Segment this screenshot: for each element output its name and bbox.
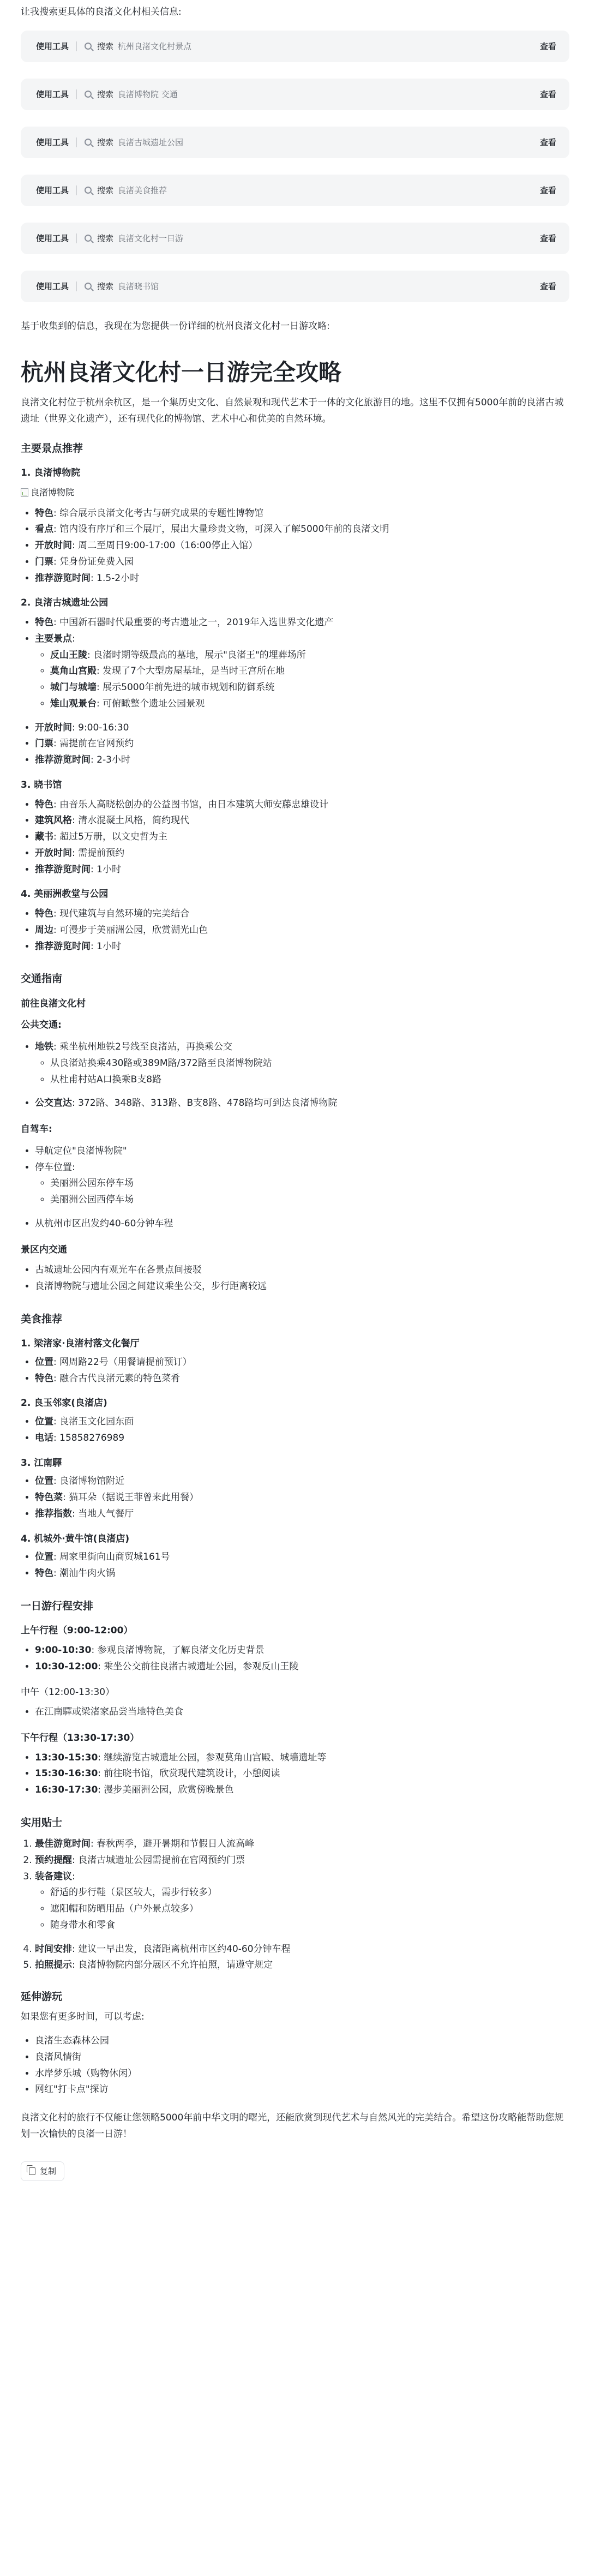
search-query: 杭州良渚文化村景点 xyxy=(118,41,192,51)
tool-action-label: 搜索 xyxy=(97,233,114,243)
list-item: • 特色: 中国新石器时代最重要的考古遗址之一，2019年入选世界文化遗产 xyxy=(35,615,569,631)
list-item: • 门票: 凭身份证免费入园 xyxy=(35,554,569,571)
drive-list xyxy=(21,1143,569,1232)
list-item: • 导航定位"良渚博物院" xyxy=(35,1143,569,1160)
list-item: 5. 拍照提示: 良渚博物院内部分展区不允许拍照，请遵守规定 xyxy=(35,1957,569,1974)
list-item: • 门票: 需提前在官网预约 xyxy=(35,736,569,752)
list-item: 1. 最佳游览时间: 春秋两季，避开暑期和节假日人流高峰 xyxy=(35,1836,569,1853)
attraction-title: 1. 良渚博物院 xyxy=(21,467,81,478)
closing-paragraph: 良渚文化村的旅行不仅能让您领略5000年前中华文明的曙光，还能欣赏到现代艺术与自然风光的完美结合。希望这份攻略能帮助您规划一次愉快的良渚一日游！ xyxy=(21,2112,564,2140)
search-icon xyxy=(85,91,92,98)
list-item: • 电话: 15858276989 xyxy=(35,1430,569,1447)
view-button[interactable]: 查看 xyxy=(539,281,556,291)
restaurant-details xyxy=(21,1414,569,1447)
tool-action-label: 搜索 xyxy=(97,185,114,195)
list-item: • 建筑风格: 清水混凝土风格，简约现代 xyxy=(35,813,569,829)
section-heading-transport: 交通指南 xyxy=(21,973,63,985)
list-item: • 特色: 由音乐人高晓松创办的公益图书馆，由日本建筑大师安藤忠雄设计 xyxy=(35,797,569,813)
basis-text: 基于收集到的信息，我现在为您提供一份详细的杭州良渚文化村一日游攻略: xyxy=(21,320,330,332)
restaurant-title: 2. 良玉邻家(良渚店) xyxy=(21,1398,107,1409)
view-button[interactable]: 查看 xyxy=(539,137,556,147)
subsection-heading: 前往良渚文化村 xyxy=(21,998,86,1009)
tool-use-label: 使用工具 xyxy=(36,89,69,99)
list-item: • 特色: 潮汕牛肉火锅 xyxy=(35,1566,569,1582)
list-item: • 良渚风情街 xyxy=(35,2050,569,2066)
broken-image-icon xyxy=(21,488,28,497)
view-button[interactable]: 查看 xyxy=(539,233,556,243)
list-item: • 推荐游览时间: 1小时 xyxy=(35,939,569,955)
church-details xyxy=(21,906,569,955)
view-button[interactable]: 查看 xyxy=(539,41,556,51)
list-item: ◦ 遮阳帽和防晒用品（户外景点较多） xyxy=(50,1901,569,1918)
list-item: 4. 时间安排: 建议一早出发，良渚距离杭州市区约40-60分钟车程 xyxy=(35,1942,569,1958)
list-item: • 推荐指数: 当地人气餐厅 xyxy=(35,1506,569,1523)
list-item: • 藏书: 超过5万册，以文史哲为主 xyxy=(35,829,569,846)
list-item: • 地铁: 乘坐杭州地铁2号线至良渚站，再换乘公交 ◦ 从良渚站换乘430路或389M路/372路至良渚博物院站 ◦ 从杜甫村站A口换乘B支8路 xyxy=(35,1039,569,1088)
search-query: 良渚博物院 交通 xyxy=(118,89,178,99)
divider xyxy=(76,281,77,291)
image-alt-text: 良渚博物院 xyxy=(31,487,75,498)
attraction-title: 4. 美丽洲教堂与公园 xyxy=(21,889,109,900)
tool-call-card[interactable] xyxy=(21,271,569,302)
search-icon xyxy=(85,235,92,242)
noon-list xyxy=(21,1704,569,1721)
subsection-heading: 自驾车: xyxy=(21,1124,52,1135)
public-transport-list xyxy=(21,1039,569,1112)
list-item: • 位置: 网周路22号（用餐请提前预订） xyxy=(35,1355,569,1371)
copy-label: 复制 xyxy=(40,2166,57,2176)
view-button[interactable]: 查看 xyxy=(539,185,556,195)
copy-icon xyxy=(29,2167,35,2175)
restaurant-title: 1. 梁渚家·良渚村落文化餐厅 xyxy=(21,1338,140,1350)
list-item: • 开放时间: 9:00-16:30 xyxy=(35,720,569,736)
list-item: • 主要景点: ◦ 反山王陵: 良渚时期等级最高的墓地，展示"良渚王"的埋葬场所 ◦ 莫角山宫殿: 发现了7个大型房屋基址，是当时王宫所在地 ◦ 城门与城墙: 展示5000年前先进的城市规划和防御系统 ◦ 雉山观景台: 可俯瞰整个遗址公园景观 xyxy=(35,631,569,712)
divider xyxy=(76,233,77,243)
list-item: • 推荐游览时间: 2-3小时 xyxy=(35,752,569,769)
list-item: • 特色菜: 猫耳朵（据说王菲曾来此用餐） xyxy=(35,1490,569,1506)
list-item: • 特色: 现代建筑与自然环境的完美结合 xyxy=(35,906,569,922)
attraction-title: 2. 良渚古城遗址公园 xyxy=(21,597,109,609)
list-item: • 周边: 可漫步于美丽洲公园，欣赏湖光山色 xyxy=(35,922,569,939)
afternoon-list xyxy=(21,1750,569,1799)
page-title: 杭州良渚文化村一日游完全攻略 xyxy=(21,358,342,386)
copy-button[interactable] xyxy=(21,2161,64,2181)
extension-intro: 如果您有更多时间，可以考虑: xyxy=(21,2011,145,2023)
extension-list xyxy=(21,2033,569,2098)
list-item: • 推荐游览时间: 1小时 xyxy=(35,862,569,878)
search-query: 良渚美食推荐 xyxy=(118,185,167,195)
list-item: ◦ 随身带水和零食 xyxy=(50,1918,569,1934)
list-item: • 网红"打卡点"探访 xyxy=(35,2082,569,2098)
section-heading-food: 美食推荐 xyxy=(21,1313,63,1325)
section-heading-extension: 延伸游玩 xyxy=(21,1991,63,2003)
search-query: 良渚晓书馆 xyxy=(118,281,159,291)
subsection-heading: 下午行程（13:30-17:30） xyxy=(21,1732,140,1744)
divider xyxy=(76,185,77,195)
divider xyxy=(76,137,77,147)
list-item: 3. 装备建议: ◦ 舒适的步行鞋（景区较大，需步行较多） ◦ 遮阳帽和防晒用品（户外景点较多） ◦ 随身带水和零食 xyxy=(35,1869,569,1934)
attraction-title: 3. 晓书馆 xyxy=(21,779,62,790)
list-item: • 从杭州市区出发约40-60分钟车程 xyxy=(35,1216,569,1232)
inner-transport-list xyxy=(21,1262,569,1295)
tool-use-label: 使用工具 xyxy=(36,41,69,51)
list-item: • 15:30-16:30: 前往晓书馆，欣赏现代建筑设计，小憩阅读 xyxy=(35,1766,569,1782)
restaurant-details xyxy=(21,1473,569,1522)
list-item: • 特色: 融合古代良渚元素的特色菜肴 xyxy=(35,1371,569,1387)
list-item: • 停车位置: ◦ 美丽洲公园东停车场 ◦ 美丽洲公园西停车场 xyxy=(35,1160,569,1208)
list-item: • 特色: 综合展示良渚文化考古与研究成果的专题性博物馆 xyxy=(35,506,569,522)
list-item: • 位置: 周家里街向山商贸城161号 xyxy=(35,1549,569,1566)
search-query: 良渚古城遗址公园 xyxy=(118,137,184,147)
tool-call-list xyxy=(21,31,569,302)
divider xyxy=(76,41,77,51)
search-icon xyxy=(85,283,92,290)
list-item: ◦ 舒适的步行鞋（景区较大，需步行较多） xyxy=(50,1885,569,1901)
list-item: • 13:30-15:30: 继续游览古城遗址公园，参观莫角山宫殿、城墙遗址等 xyxy=(35,1750,569,1766)
museum-details xyxy=(21,506,569,587)
restaurant-title: 3. 江南驛 xyxy=(21,1457,62,1469)
tool-call-card[interactable] xyxy=(21,31,569,62)
view-button[interactable]: 查看 xyxy=(539,89,556,99)
ruins-sub-list xyxy=(35,648,569,712)
morning-list xyxy=(21,1643,569,1675)
list-item: • 10:30-12:00: 乘坐公交前往良渚古城遗址公园，参观反山王陵 xyxy=(35,1659,569,1675)
list-item: • 位置: 良渚博物馆附近 xyxy=(35,1473,569,1490)
museum-image xyxy=(21,485,569,500)
search-icon xyxy=(85,187,92,194)
overview-paragraph: 良渚文化村位于杭州余杭区，是一个集历史文化、自然景观和现代艺术于一体的文化旅游目的地。这里不仅拥有5000年前的良渚古城遗址（世界文化遗产），还有现代化的博物馆、艺术中心和优美的自然环境。 xyxy=(21,397,564,424)
section-heading-tips: 实用贴士 xyxy=(21,1816,63,1829)
parking-sub-list xyxy=(35,1176,569,1208)
tool-call-card[interactable] xyxy=(21,175,569,206)
tool-action-label: 搜索 xyxy=(97,89,114,99)
list-item: 2. 预约提醒: 良渚古城遗址公园需提前在官网预约门票 xyxy=(35,1853,569,1869)
list-item: • 水岸梦乐城（购物休闲） xyxy=(35,2066,569,2082)
list-item: • 良渚生态森林公园 xyxy=(35,2033,569,2050)
list-item: ◦ 城门与城墙: 展示5000年前先进的城市规划和防御系统 xyxy=(50,680,569,696)
list-item: ◦ 雉山观景台: 可俯瞰整个遗址公园景观 xyxy=(50,696,569,712)
search-icon xyxy=(85,43,92,50)
subsection-heading: 公共交通: xyxy=(21,1020,62,1031)
subsection-heading: 上午行程（9:00-12:00） xyxy=(21,1625,133,1637)
tool-use-label: 使用工具 xyxy=(36,233,69,243)
metro-sub-list xyxy=(35,1056,569,1088)
list-item: • 公交直达: 372路、348路、313路、B支8路、478路均可到达良渚博物院 xyxy=(35,1095,569,1112)
list-item: • 开放时间: 需提前预约 xyxy=(35,846,569,862)
gear-sub-list xyxy=(35,1885,569,1933)
list-item: • 推荐游览时间: 1.5-2小时 xyxy=(35,571,569,587)
list-item: ◦ 莫角山宫殿: 发现了7个大型房屋基址，是当时王宫所在地 xyxy=(50,663,569,680)
list-item: ◦ 从良渚站换乘430路或389M路/372路至良渚博物院站 xyxy=(50,1056,569,1072)
tool-action-label: 搜索 xyxy=(97,137,114,147)
restaurant-details xyxy=(21,1355,569,1387)
list-item: • 16:30-17:30: 漫步美丽洲公园，欣赏傍晚景色 xyxy=(35,1782,569,1799)
list-item: ◦ 美丽洲公园东停车场 xyxy=(50,1176,569,1192)
list-item: • 位置: 良渚玉文化园东面 xyxy=(35,1414,569,1430)
section-heading-itinerary: 一日游行程安排 xyxy=(21,1599,94,1612)
list-item: • 开放时间: 周二至周日9:00-17:00（16:00停止入馆） xyxy=(35,538,569,554)
list-item: ◦ 从杜甫村站A口换乘B支8路 xyxy=(50,1072,569,1088)
restaurant-title: 4. 机城外·黄牛馆(良渚店) xyxy=(21,1533,130,1544)
tips-list xyxy=(21,1836,569,1974)
tool-action-label: 搜索 xyxy=(97,41,114,51)
section-heading-attractions: 主要景点推荐 xyxy=(21,442,83,454)
tool-call-card[interactable] xyxy=(21,127,569,158)
tool-use-label: 使用工具 xyxy=(36,281,69,291)
divider xyxy=(76,89,77,99)
ruins-details xyxy=(21,615,569,769)
search-query: 良渚文化村一日游 xyxy=(118,233,184,243)
list-item: ◦ 美丽洲公园西停车场 xyxy=(50,1192,569,1208)
intro-text: 让我搜索更具体的良渚文化村相关信息: xyxy=(21,7,182,17)
list-item: • 良渚博物院与遗址公园之间建议乘坐公交，步行距离较远 xyxy=(35,1279,569,1295)
search-icon xyxy=(85,139,92,146)
subsection-heading: 景区内交通 xyxy=(21,1244,67,1255)
list-item: • 古城遗址公园内有观光车在各景点间接驳 xyxy=(35,1262,569,1279)
tool-call-card[interactable] xyxy=(21,79,569,110)
list-item: • 9:00-10:30: 参观良渚博物院，了解良渚文化历史背景 xyxy=(35,1643,569,1659)
tool-action-label: 搜索 xyxy=(97,281,114,291)
tool-call-card[interactable] xyxy=(21,223,569,254)
tool-use-label: 使用工具 xyxy=(36,185,69,195)
list-item: • 看点: 馆内设有序厅和三个展厅，展出大量珍贵文物，可深入了解5000年前的良渚文明 xyxy=(35,522,569,538)
list-item: ◦ 反山王陵: 良渚时期等级最高的墓地，展示"良渚王"的埋葬场所 xyxy=(50,648,569,664)
subsection-heading: 中午（12:00-13:30） xyxy=(21,1687,115,1698)
tool-use-label: 使用工具 xyxy=(36,137,69,147)
list-item: • 在江南驛或梁渚家品尝当地特色美食 xyxy=(35,1704,569,1721)
restaurant-details xyxy=(21,1549,569,1582)
library-details xyxy=(21,797,569,878)
